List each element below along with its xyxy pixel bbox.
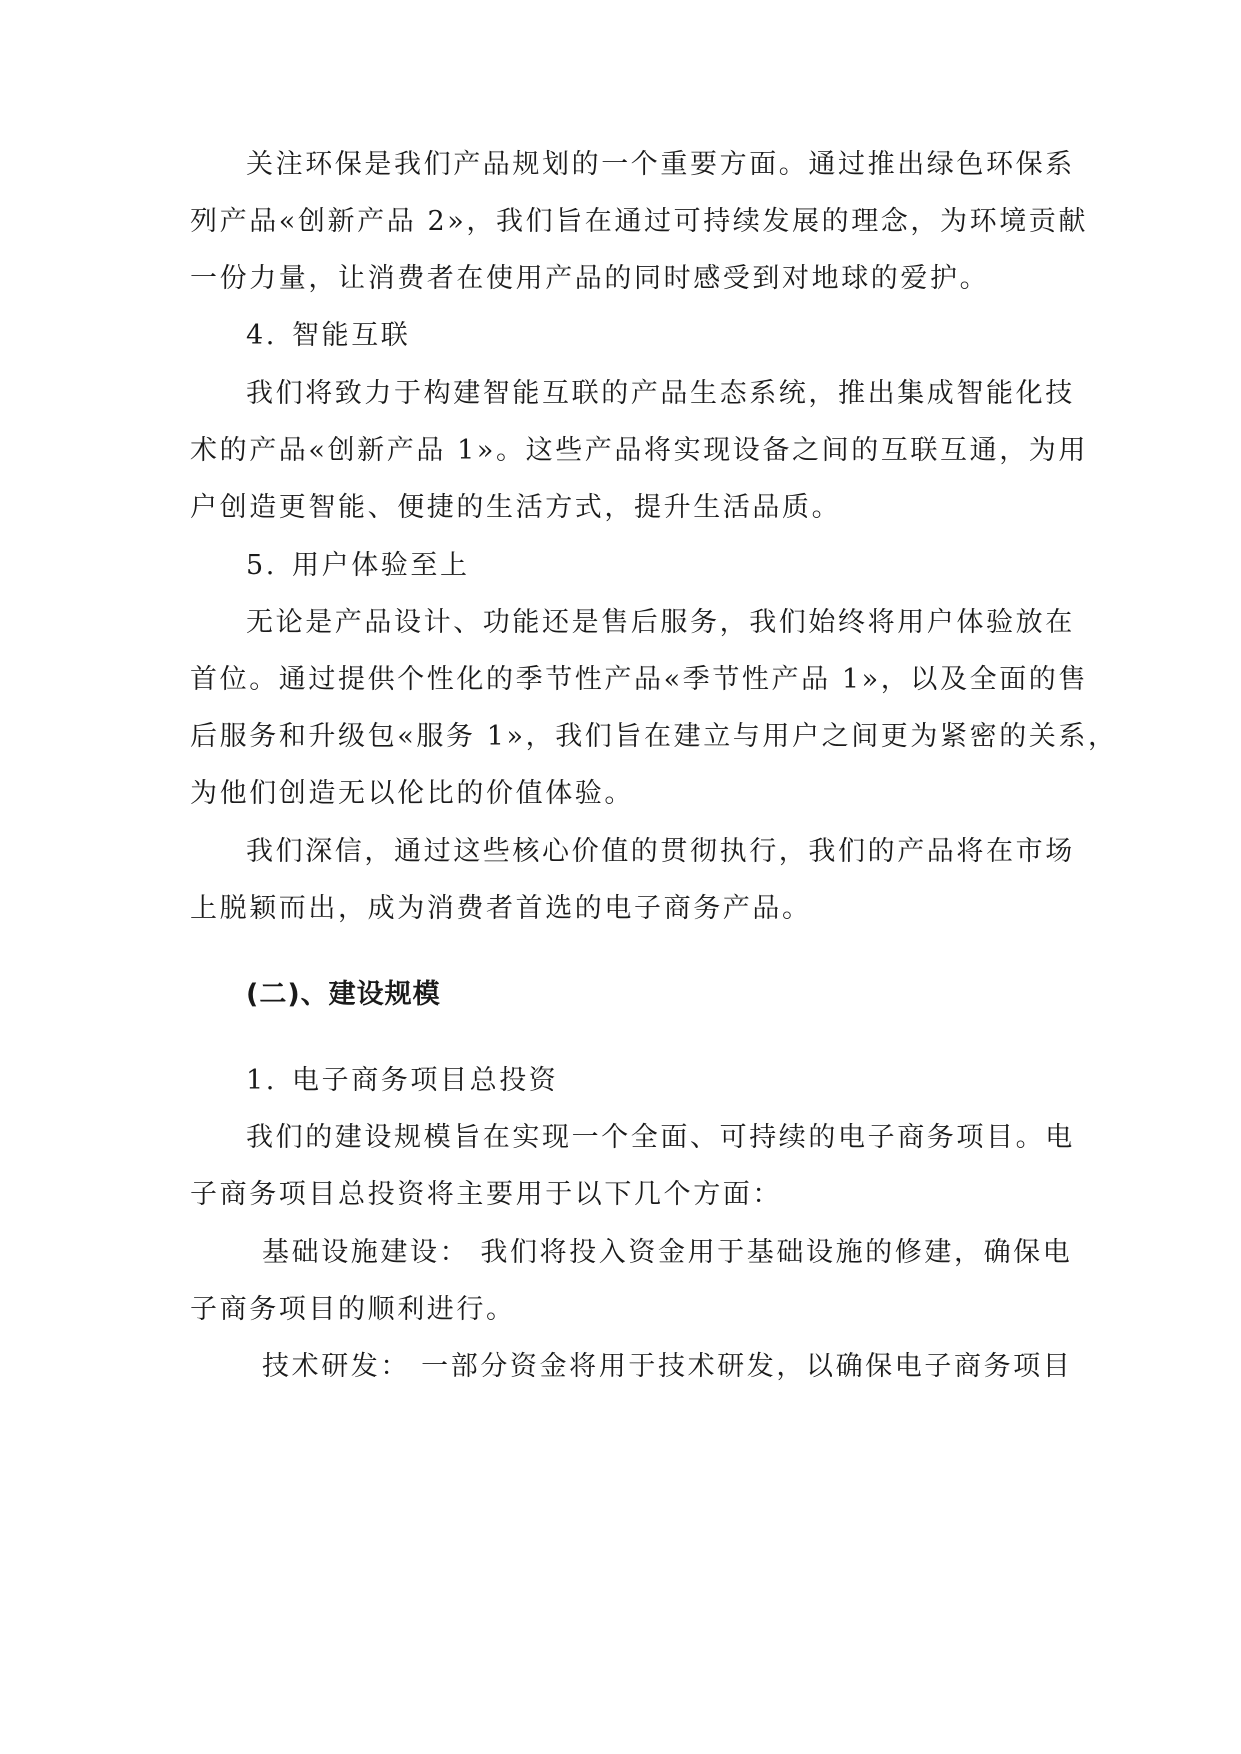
paragraph-line: 首位。通过提供个性化的季节性产品«季节性产品 1»，以及全面的售 xyxy=(190,664,1088,695)
list-item-title: 用户体验至上 xyxy=(292,550,470,581)
paragraph-line: 一份力量，让消费者在使用产品的同时感受到对地球的爱护。 xyxy=(190,263,990,294)
paragraph-line: 关注环保是我们产品规划的一个重要方面。通过推出绿色环保系 xyxy=(246,149,1075,180)
paragraph-line: 子商务项目总投资将主要用于以下几个方面： xyxy=(190,1179,782,1210)
list-item-number: 4. xyxy=(246,320,277,351)
list-item-heading xyxy=(246,549,1050,583)
paragraph-line: 我们深信，通过这些核心价值的贯彻执行，我们的产品将在市场 xyxy=(246,836,1075,867)
paragraph-line: 列产品«创新产品 2»，我们旨在通过可持续发展的理念，为环境贡献 xyxy=(190,206,1088,237)
list-item-number: 5. xyxy=(246,550,277,581)
paragraph-line: 基础设施建设： 我们将投入资金用于基础设施的修建，确保电 xyxy=(262,1237,1073,1268)
list-item-heading xyxy=(246,319,1050,353)
paragraph-line: 为他们创造无以伦比的价值体验。 xyxy=(190,778,634,809)
list-item-number: 1. xyxy=(246,1065,277,1096)
paragraph-line: 无论是产品设计、功能还是售后服务，我们始终将用户体验放在 xyxy=(246,607,1075,638)
paragraph-line: 术的产品«创新产品 1»。这些产品将实现设备之间的互联互通，为用 xyxy=(190,435,1088,466)
paragraph-line: 后服务和升级包«服务 1»，我们旨在建立与用户之间更为紧密的关系， xyxy=(190,721,1118,752)
paragraph-line: 上脱颖而出，成为消费者首选的电子商务产品。 xyxy=(190,893,812,924)
list-item-heading xyxy=(246,1064,1050,1098)
paragraph-line: 技术研发： 一部分资金将用于技术研发，以确保电子商务项目 xyxy=(262,1351,1073,1382)
list-item-title: 智能互联 xyxy=(292,320,411,351)
paragraph-line: 我们将致力于构建智能互联的产品生态系统，推出集成智能化技 xyxy=(246,378,1075,409)
section-heading: (二)、建设规模 xyxy=(246,979,441,1010)
paragraph-line: 户创造更智能、便捷的生活方式，提升生活品质。 xyxy=(190,492,842,523)
paragraph-line: 子商务项目的顺利进行。 xyxy=(190,1294,516,1325)
list-item-title: 电子商务项目总投资 xyxy=(292,1065,559,1096)
paragraph-line: 我们的建设规模旨在实现一个全面、可持续的电子商务项目。电 xyxy=(246,1122,1075,1153)
